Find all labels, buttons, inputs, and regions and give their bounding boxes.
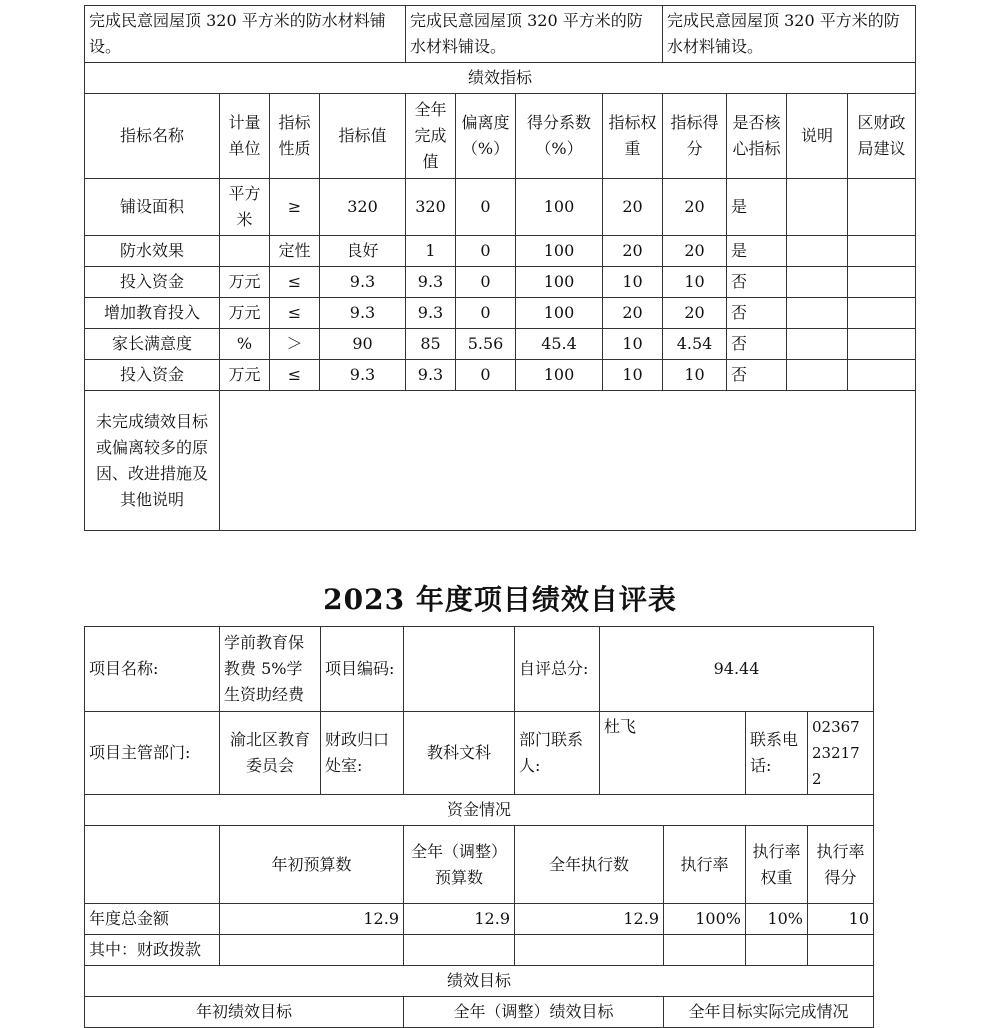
cell: 10 — [663, 267, 727, 298]
cell: 否 — [727, 329, 787, 360]
cell: 平方米 — [220, 179, 270, 236]
cell: 否 — [727, 267, 787, 298]
total-label: 年度总金额 — [85, 904, 220, 935]
project-info-row — [85, 627, 874, 712]
cell: 100 — [516, 298, 603, 329]
cell — [787, 179, 848, 236]
finance-office-label: 财政归口处室: — [321, 712, 404, 795]
cell: ＞ — [270, 329, 320, 360]
section-title-goals: 绩效目标 — [85, 966, 874, 997]
cell: 9.3 — [320, 267, 406, 298]
cell: 定性 — [270, 236, 320, 267]
cell: 0 — [456, 236, 516, 267]
cell: 20 — [603, 236, 663, 267]
cell: 20 — [663, 298, 727, 329]
cell: 0 — [456, 360, 516, 391]
cell: 10 — [603, 267, 663, 298]
header-cell: 全年（调整）预算数 — [404, 826, 515, 904]
header-cell: 执行率得分 — [808, 826, 874, 904]
goal-text-actual: 完成民意园屋顶 320 平方米的防水材料铺设。 — [663, 6, 916, 63]
cell: ≤ — [270, 267, 320, 298]
cell: 10 — [603, 360, 663, 391]
goal-text-adjusted: 完成民意园屋顶 320 平方米的防水材料铺设。 — [406, 6, 663, 63]
header-cell: 指标值 — [320, 94, 406, 179]
header-cell: 指标性质 — [270, 94, 320, 179]
cell: % — [220, 329, 270, 360]
cell: ≤ — [270, 298, 320, 329]
cell — [848, 298, 916, 329]
header-cell: 是否核心指标 — [727, 94, 787, 179]
goal-text-initial: 完成民意园屋顶 320 平方米的防水材料铺设。 — [85, 6, 406, 63]
cell: 9.3 — [320, 360, 406, 391]
cell: 12.9 — [220, 904, 404, 935]
unfinished-value — [220, 391, 916, 531]
cell: 10 — [663, 360, 727, 391]
table-row — [85, 267, 916, 298]
cell: 320 — [406, 179, 456, 236]
cell: ≤ — [270, 360, 320, 391]
header-cell: 年初预算数 — [220, 826, 404, 904]
goal-row — [85, 6, 916, 63]
blank-cell — [85, 826, 220, 904]
cell: 10 — [808, 904, 874, 935]
cell — [787, 360, 848, 391]
unfinished-explanation-row — [85, 391, 916, 531]
cell: 20 — [603, 298, 663, 329]
cell: 0 — [456, 267, 516, 298]
dept-label: 项目主管部门: — [85, 712, 220, 795]
cell: 否 — [727, 298, 787, 329]
cell: 100 — [516, 236, 603, 267]
table-row — [85, 179, 916, 236]
cell: 投入资金 — [85, 360, 220, 391]
header-cell: 全年完成值 — [406, 94, 456, 179]
cell: 20 — [603, 179, 663, 236]
cell: 家长满意度 — [85, 329, 220, 360]
project-code-value — [404, 627, 515, 712]
cell — [787, 329, 848, 360]
cell — [848, 236, 916, 267]
cell: 铺设面积 — [85, 179, 220, 236]
cell — [220, 236, 270, 267]
cell: 85 — [406, 329, 456, 360]
table-row — [85, 236, 916, 267]
funds-header-row — [85, 826, 874, 904]
cell: 9.3 — [406, 298, 456, 329]
cell: 万元 — [220, 267, 270, 298]
self-score-value: 94.44 — [600, 627, 874, 712]
cell: 320 — [320, 179, 406, 236]
header-cell: 全年（调整）绩效目标 — [404, 997, 664, 1028]
cell — [787, 236, 848, 267]
header-cell: 指标得分 — [663, 94, 727, 179]
goals-header-row — [85, 997, 874, 1028]
indicator-header-row — [85, 94, 916, 179]
cell: 是 — [727, 179, 787, 236]
header-cell: 全年执行数 — [515, 826, 664, 904]
project-name-label: 项目名称: — [85, 627, 220, 712]
header-cell: 说明 — [787, 94, 848, 179]
dept-value: 渝北区教育委员会 — [220, 712, 321, 795]
cell: 万元 — [220, 298, 270, 329]
header-cell: 区财政局建议 — [848, 94, 916, 179]
phone-label: 联系电话: — [746, 712, 808, 795]
cell: 9.3 — [320, 298, 406, 329]
cell — [848, 329, 916, 360]
cell: 4.54 — [663, 329, 727, 360]
cell: 增加教育投入 — [85, 298, 220, 329]
contact-label: 部门联系人: — [515, 712, 600, 795]
department-info-row — [85, 712, 874, 795]
cell: 10% — [746, 904, 808, 935]
cell: 否 — [727, 360, 787, 391]
header-cell: 计量单位 — [220, 94, 270, 179]
performance-indicator-table — [84, 5, 916, 531]
cell: 防水效果 — [85, 236, 220, 267]
project-name-value: 学前教育保教费 5%学生资助经费 — [220, 627, 321, 712]
header-cell: 年初绩效目标 — [85, 997, 404, 1028]
cell: 1 — [406, 236, 456, 267]
table-row — [85, 360, 916, 391]
contact-value: 杜飞 — [600, 712, 746, 795]
cell: 良好 — [320, 236, 406, 267]
fiscal-label: 其中：财政拨款 — [85, 935, 220, 966]
section-title-funds: 资金情况 — [85, 795, 874, 826]
form-title: 2023 年度项目绩效自评表 — [323, 583, 677, 616]
cell: 45.4 — [516, 329, 603, 360]
header-cell: 执行率权重 — [746, 826, 808, 904]
self-score-label: 自评总分: — [515, 627, 600, 712]
table-row — [85, 298, 916, 329]
cell: 12.9 — [404, 904, 515, 935]
cell: 5.56 — [456, 329, 516, 360]
cell: 10 — [603, 329, 663, 360]
cell: 90 — [320, 329, 406, 360]
cell: 是 — [727, 236, 787, 267]
cell — [787, 267, 848, 298]
cell: 100% — [664, 904, 746, 935]
header-cell: 指标权重 — [603, 94, 663, 179]
header-cell: 指标名称 — [85, 94, 220, 179]
cell — [787, 298, 848, 329]
table-row — [85, 329, 916, 360]
finance-office-value: 教科文科 — [404, 712, 515, 795]
header-cell: 全年目标实际完成情况 — [664, 997, 874, 1028]
cell: 0 — [456, 179, 516, 236]
cell: 100 — [516, 267, 603, 298]
cell: 投入资金 — [85, 267, 220, 298]
cell — [848, 267, 916, 298]
cell: 万元 — [220, 360, 270, 391]
cell: 9.3 — [406, 360, 456, 391]
cell: 100 — [516, 360, 603, 391]
self-evaluation-table — [84, 626, 874, 1028]
phone-value: 02367232172 — [808, 712, 874, 795]
total-amount-row — [85, 904, 874, 935]
header-cell: 执行率 — [664, 826, 746, 904]
project-code-label: 项目编码: — [321, 627, 404, 712]
cell — [848, 179, 916, 236]
cell: 100 — [516, 179, 603, 236]
header-cell: 得分系数（%） — [516, 94, 603, 179]
section-title-indicators: 绩效指标 — [85, 63, 916, 94]
cell — [848, 360, 916, 391]
cell: 20 — [663, 236, 727, 267]
cell: 12.9 — [515, 904, 664, 935]
fiscal-allocation-row — [85, 935, 874, 966]
cell: 9.3 — [406, 267, 456, 298]
cell: 0 — [456, 298, 516, 329]
cell: 20 — [663, 179, 727, 236]
cell: ≥ — [270, 179, 320, 236]
header-cell: 偏离度（%） — [456, 94, 516, 179]
unfinished-label: 未完成绩效目标或偏离较多的原因、改进措施及其他说明 — [85, 391, 220, 531]
